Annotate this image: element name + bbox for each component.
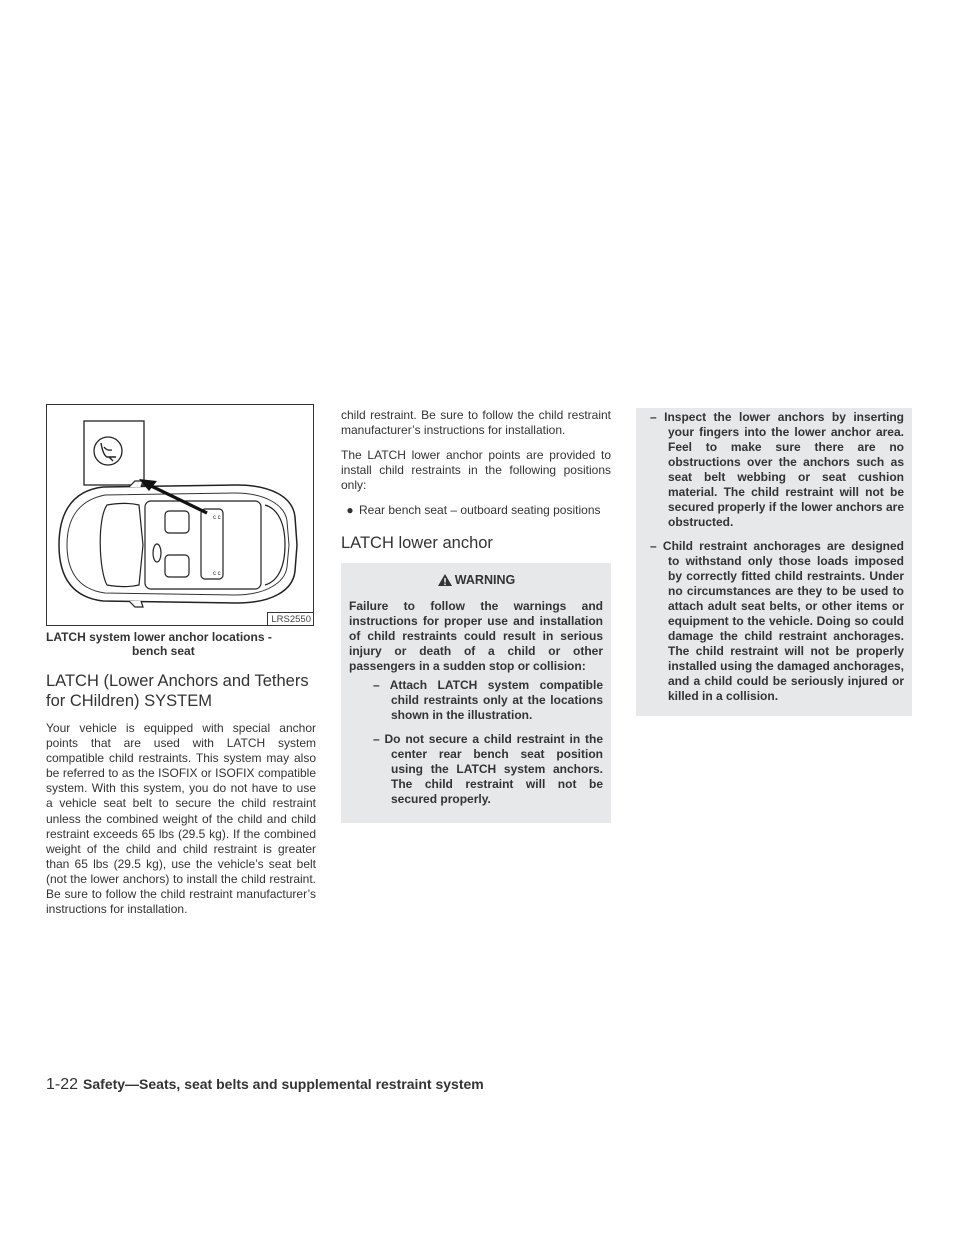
warning-icon: [437, 573, 453, 587]
warning-item-3: – Inspect the lower anchors by inserting your fingers into the lower anchor area. Feel to make sure there are no obstructions over the anchors such as seat belt webbing or seat cushion material. The child restraint will not be secured properly if the lower anchors are obstructed.: [650, 410, 904, 529]
latch-system-heading: [46, 671, 316, 711]
anchor-positions-paragraph: The LATCH lower anchor points are provided to install child restraints in the following positions only:: [341, 448, 611, 493]
bullet-item: [341, 503, 611, 518]
footer-title: Safety—Seats, seat belts and supplemental restraint system: [83, 1076, 484, 1092]
left-column: [46, 404, 316, 917]
warning-item-1: – Attach LATCH system compatible child restraints only at the locations shown in the illustration.: [373, 677, 603, 722]
lower-anchor-heading: LATCH lower anchor: [341, 533, 493, 552]
caption-line-2: bench seat: [132, 644, 195, 658]
child-seat-icon: [94, 437, 122, 465]
warning-box-continued: [636, 408, 912, 716]
heading-line-2: for CHildren) SYSTEM: [46, 692, 212, 710]
latch-diagram: [46, 404, 314, 626]
car-top-view-illustration: [47, 405, 313, 625]
warning-item-2: – Do not secure a child restraint in the center rear bench seat position using the LATCH system anchors. The child restraint will not be secured properly.: [373, 731, 603, 806]
warning-title: [349, 573, 603, 587]
right-column: [636, 408, 912, 716]
figure-caption: [46, 630, 316, 658]
figure-code: LRS2550: [267, 612, 313, 625]
warning-title-text: WARNING: [454, 572, 516, 587]
installation-note: child restraint. Be sure to follow the child restraint manufacturer’s instructions for installation.: [341, 408, 611, 438]
svg-text:c c: c c: [213, 515, 221, 521]
page-footer: [46, 1076, 484, 1094]
middle-column: [341, 408, 611, 823]
latch-system-paragraph: Your vehicle is equipped with special anchor points that are used with LATCH system compatible child restraints. This system may also be referred to as the ISOFIX or ISOFIX compatible system. With this system, you do not have to use a vehicle seat belt to secure the child restraint unless the combined weight of the child and child restraint exceeds 65 lbs (29.5 kg). If the combined weight of the child and child restraint is greater than 65 lbs (29.5 kg), use the vehicle’s seat belt (not the lower anchors) to install the child restraint. Be sure to follow the child restraint manufacturer’s instructions for installation.: [46, 721, 316, 917]
warning-intro: Failure to follow the warnings and instructions for proper use and installation of child restraints could result in serious injury or death of a child or other passengers in a sudden stop or collision:: [349, 598, 603, 673]
page-number: 1-22: [46, 1076, 79, 1093]
caption-line-1: LATCH system lower anchor locations -: [46, 630, 272, 644]
bullet-text: Rear bench seat – outboard seating positions: [359, 503, 601, 518]
bullet-symbol: ●: [346, 503, 354, 518]
warning-item-4: – Child restraint anchorages are designed to withstand only those loads imposed by correctly fitted child restraints. Under no circumstances are they to be used to attach adult seat belts, or other items or equipment to the vehicle. Doing so could damage the child restraint anchorages. The child restraint will not be properly installed using the damaged anchorages, and a child could be seriously injured or killed in a collision.: [650, 539, 904, 703]
heading-line-1: LATCH (Lower Anchors and Tethers: [46, 672, 309, 690]
svg-text:c c: c c: [213, 571, 221, 577]
warning-box: [341, 563, 611, 823]
